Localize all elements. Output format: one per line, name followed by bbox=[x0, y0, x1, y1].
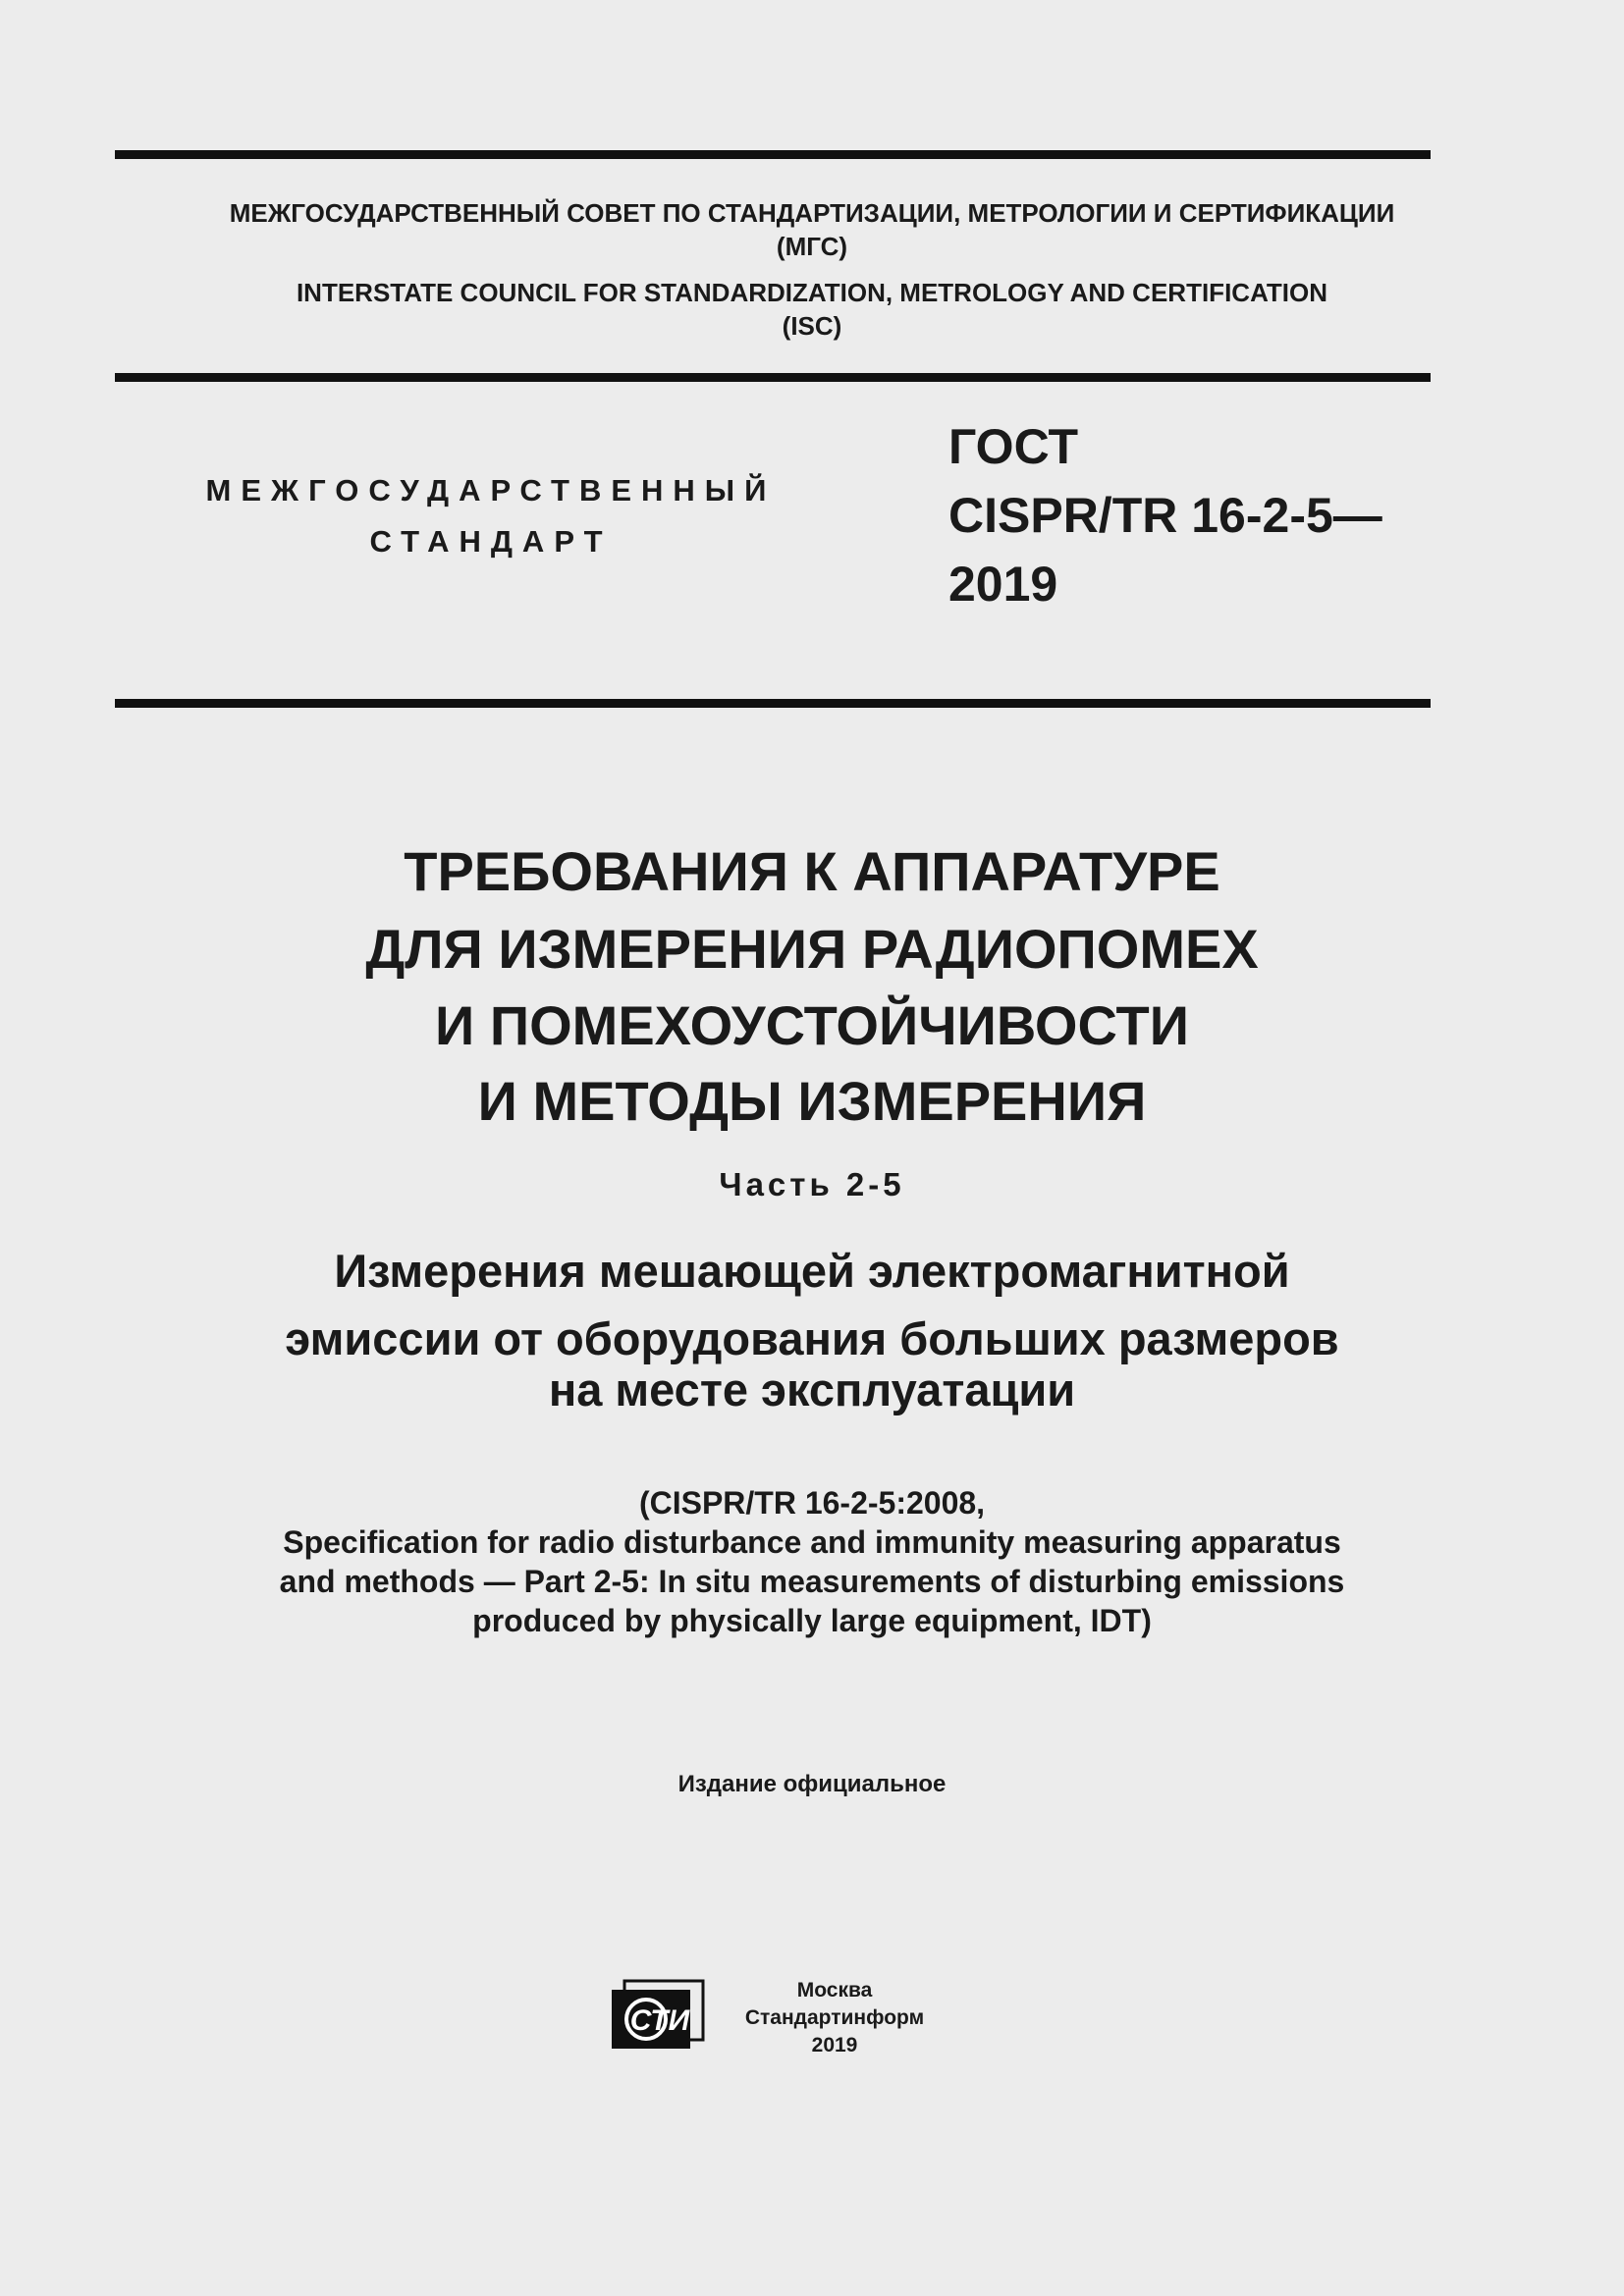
subtitle-line: на месте эксплуатации bbox=[548, 1363, 1076, 1415]
council-name-en: INTERSTATE COUNCIL FOR STANDARDIZATION, METROLOGY AND CERTIFICATION bbox=[296, 278, 1328, 307]
council-name-ru: МЕЖГОСУДАРСТВЕННЫЙ СОВЕТ ПО СТАНДАРТИЗАЦИИ, МЕТРОЛОГИИ И СЕРТИФИКАЦИИ bbox=[229, 198, 1395, 228]
council-abbr-ru: (МГС) bbox=[776, 232, 848, 261]
subtitle-line: Измерения мешающей электромагнитной bbox=[334, 1245, 1290, 1297]
council-abbr-en: (ISC) bbox=[782, 311, 842, 341]
original-reference-line: (CISPR/TR 16-2-5:2008, bbox=[638, 1485, 986, 1521]
imprint-city: Москва bbox=[796, 1979, 873, 2002]
designation-line3: 2019 bbox=[948, 557, 1058, 612]
standartinform-logo bbox=[609, 1978, 707, 2053]
designation-line2: CISPR/TR 16-2-5— bbox=[948, 488, 1382, 543]
title-line: И ПОМЕХОУСТОЙЧИВОСТИ bbox=[435, 994, 1189, 1056]
title-rule bbox=[115, 699, 1431, 708]
part-number: Часть 2-5 bbox=[719, 1166, 905, 1202]
original-reference-line: Specification for radio disturbance and immunity measuring apparatus bbox=[283, 1524, 1341, 1560]
top-rule bbox=[115, 150, 1431, 159]
designation-line1: ГОСТ bbox=[948, 419, 1078, 474]
standard-designation bbox=[948, 412, 1382, 618]
imprint-year: 2019 bbox=[811, 2034, 858, 2056]
standard-type-line2: СТАНДАРТ bbox=[369, 524, 613, 559]
imprint-publisher: Стандартинформ bbox=[744, 2006, 925, 2029]
title-line: ТРЕБОВАНИЯ К АППАРАТУРЕ bbox=[404, 840, 1220, 902]
title-line: ДЛЯ ИЗМЕРЕНИЯ РАДИОПОМЕХ bbox=[365, 918, 1259, 980]
original-reference-line: and methods — Part 2-5: In situ measurements of disturbing emissions bbox=[279, 1564, 1345, 1599]
subtitle-line: эмиссии от оборудования больших размеров bbox=[285, 1312, 1339, 1364]
publisher-imprint bbox=[707, 1977, 962, 2059]
standard-type-line1: МЕЖГОСУДАРСТВЕННЫЙ bbox=[205, 473, 777, 507]
original-reference-line: produced by physically large equipment, IDT) bbox=[472, 1603, 1152, 1638]
title-line: И МЕТОДЫ ИЗМЕРЕНИЯ bbox=[477, 1070, 1147, 1132]
logo-text: СТИ bbox=[629, 2004, 690, 2037]
header-rule bbox=[115, 373, 1431, 382]
edition-label: Издание официальное bbox=[677, 1771, 947, 1797]
